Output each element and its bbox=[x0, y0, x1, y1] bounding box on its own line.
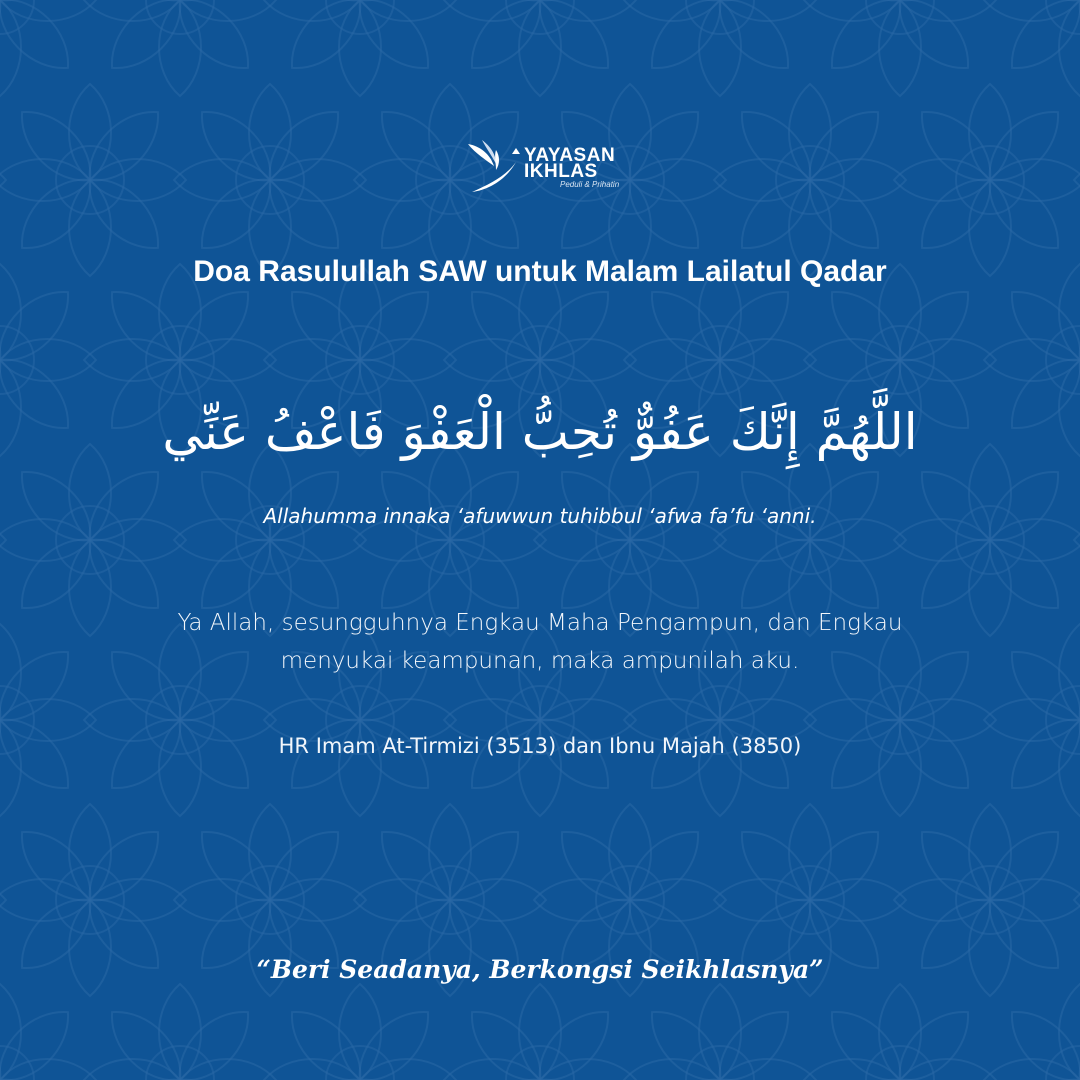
slogan: “Beri Seadanya, Berkongsi Seikhlasnya” bbox=[256, 955, 824, 984]
translation-line-2: menyukai keampunan, maka ampunilah aku. bbox=[280, 648, 800, 674]
hadith-source: HR Imam At-Tirmizi (3513) dan Ibnu Majah (3850) bbox=[278, 734, 802, 758]
page-title: Doa Rasulullah SAW untuk Malam Lailatul Qadar bbox=[193, 255, 887, 288]
prayer-transliteration: Allahumma innaka ‘afuwwun tuhibbul ‘afwa fa’fu ‘anni. bbox=[263, 504, 817, 528]
logo-word-yayasan: YAYASAN bbox=[524, 145, 616, 166]
logo-word-ikhlas: IKHLAS bbox=[524, 161, 598, 182]
yayasan-ikhlas-logo bbox=[466, 136, 626, 198]
translation-line-1: Ya Allah, sesungguhnya Engkau Maha Pengampun, dan Engkau bbox=[177, 610, 903, 636]
logo-tagline: Peduli & Prihatin bbox=[560, 180, 620, 189]
arabic-prayer: اللَّهُمَّ إِنَّكَ عَفُوٌّ تُحِبُّ الْعَفْوَ فَاعْفُ عَنِّي bbox=[162, 403, 918, 461]
bird-leaf-icon bbox=[466, 136, 526, 198]
prayer-translation bbox=[90, 604, 990, 680]
